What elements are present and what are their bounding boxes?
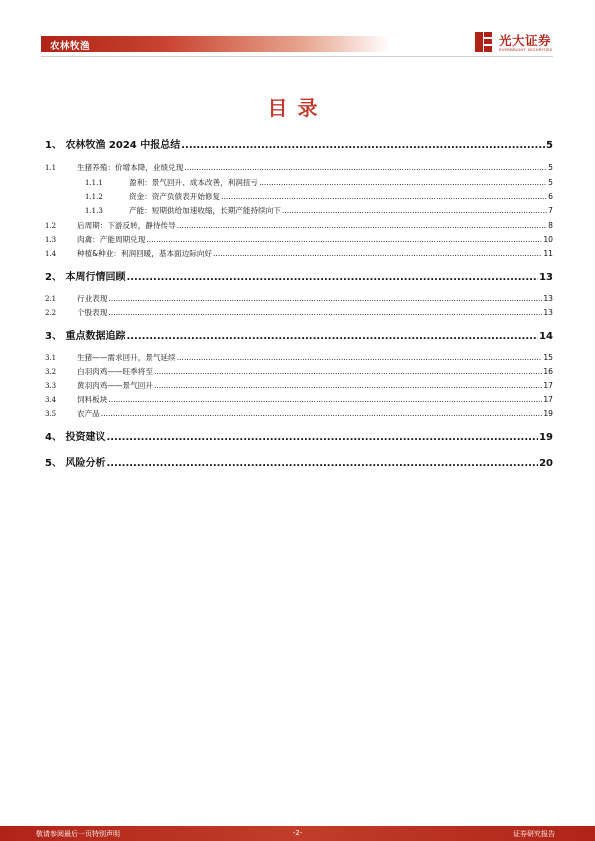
toc-entry-number: 3.2 xyxy=(45,368,57,376)
toc-entry-title: 1、 农林牧渔 2024 中报总结 xyxy=(45,140,181,151)
toc-entry-page: 19 xyxy=(539,432,553,443)
toc-entry-number: 1.1.2 xyxy=(85,193,103,201)
toc-entry-level3[interactable] xyxy=(45,205,553,216)
toc-entry-title: 生猪养殖：价增本降，业绩兑现 xyxy=(77,163,184,172)
toc-entry-level2[interactable] xyxy=(45,234,553,245)
toc-entry-number: 3.1 xyxy=(45,354,57,362)
toc-dot-leader xyxy=(108,395,542,404)
page-title: 目录 xyxy=(267,96,328,120)
toc-dot-leader xyxy=(126,272,538,283)
toc-entry-level2[interactable] xyxy=(45,162,553,173)
page-number: -2- xyxy=(292,829,303,837)
logo-mark-icon xyxy=(474,31,494,53)
toc-entry-page: 7 xyxy=(548,206,553,215)
toc-entry-title: 盈利：景气回升、成本改善，利润扭亏 xyxy=(129,178,259,187)
toc-dot-leader xyxy=(181,140,545,151)
toc-entry-number: 1.1 xyxy=(45,164,57,172)
toc-entry-number: 2.1 xyxy=(45,295,57,303)
toc-entry-page: 15 xyxy=(543,353,553,362)
toc-dot-leader xyxy=(106,432,538,443)
toc-entry-page: 5 xyxy=(546,140,553,151)
toc-entry-page: 17 xyxy=(543,395,553,404)
toc-entry-number: 3.5 xyxy=(45,410,57,418)
toc-entry-number: 1.1.1 xyxy=(85,179,103,187)
toc-entry-number: 1.4 xyxy=(45,250,57,258)
toc-entry-title: 黄羽肉鸡——景气回升 xyxy=(77,381,153,390)
toc-dot-leader xyxy=(184,163,547,172)
toc-dot-leader xyxy=(154,367,542,376)
toc-entry-title: 个股表现 xyxy=(77,308,108,317)
toc-entry-page: 16 xyxy=(543,367,553,376)
toc-entry-level2[interactable] xyxy=(45,352,553,363)
toc-entry-title: 白羽肉鸡——旺季将至 xyxy=(77,367,153,376)
toc-entry-level2[interactable] xyxy=(45,380,553,391)
header-divider xyxy=(41,56,553,57)
toc-entry-title: 产能：短期供给加速收缩，长期产能持续向下 xyxy=(129,206,281,215)
toc-entry-level2[interactable] xyxy=(45,220,553,231)
toc-entry-title: 行业表现 xyxy=(77,294,108,303)
toc-entry-level3[interactable] xyxy=(45,177,553,188)
footer-disclaimer: 敬请参阅最后一页特别声明 xyxy=(36,830,120,838)
toc-entry-page: 5 xyxy=(548,163,553,172)
toc-entry-level2[interactable] xyxy=(45,366,553,377)
toc-entry-level1[interactable] xyxy=(45,428,553,443)
toc-entry-title: 资金：资产负债表开始修复 xyxy=(129,192,221,201)
section-label: 农林牧渔 xyxy=(50,41,91,52)
toc-entry-number: 1.3 xyxy=(45,236,57,244)
toc-entry-level2[interactable] xyxy=(45,408,553,419)
toc-entry-level2[interactable] xyxy=(45,248,553,259)
toc-entry-level2[interactable] xyxy=(45,307,553,318)
toc-dot-leader xyxy=(146,235,542,244)
toc-entry-page: 8 xyxy=(548,221,553,230)
toc-entry-level1[interactable] xyxy=(45,327,553,342)
toc-entry-number: 1.2 xyxy=(45,222,57,230)
toc-entry-page: 11 xyxy=(543,249,553,258)
toc-dot-leader xyxy=(108,294,542,303)
toc-entry-page: 19 xyxy=(543,409,553,418)
toc-entry-number: 3.4 xyxy=(45,396,57,404)
toc-entry-title: 饲料板块 xyxy=(77,395,108,404)
toc-entry-page: 17 xyxy=(543,381,553,390)
toc-dot-leader xyxy=(106,458,538,469)
header-band xyxy=(41,36,391,52)
toc-entry-title: 2、 本周行情回顾 xyxy=(45,272,126,283)
logo-text-en: EVERBRIGHT SECURITIES xyxy=(499,47,553,52)
toc-entry-title: 3、 重点数据追踪 xyxy=(45,331,126,342)
toc-entry-number: 3.3 xyxy=(45,382,57,390)
toc-entry-page: 5 xyxy=(548,178,553,187)
toc-entry-title: 农产品 xyxy=(77,409,100,418)
toc-entry-page: 14 xyxy=(539,331,553,342)
toc-entry-title: 后周期：下游反转，静待传导 xyxy=(77,221,176,230)
toc-dot-leader xyxy=(101,409,543,418)
toc-dot-leader xyxy=(213,249,542,258)
toc-dot-leader xyxy=(177,353,543,362)
toc-entry-level1[interactable] xyxy=(45,268,553,283)
toc-entry-level2[interactable] xyxy=(45,394,553,405)
toc-dot-leader xyxy=(154,381,542,390)
toc-entry-page: 13 xyxy=(543,294,553,303)
toc-dot-leader xyxy=(221,192,547,201)
toc-dot-leader xyxy=(259,178,547,187)
toc-entry-level1[interactable] xyxy=(45,454,553,469)
toc-dot-leader xyxy=(177,221,547,230)
toc-entry-number: 1.1.3 xyxy=(85,207,103,215)
toc-entry-page: 13 xyxy=(539,272,553,283)
footer-report-type: 证券研究报告 xyxy=(513,830,555,838)
logo-text-cn: 光大证券 xyxy=(499,33,552,48)
toc-entry-title: 肉禽：产能周期兑现 xyxy=(77,235,146,244)
toc-entry-page: 20 xyxy=(539,458,553,469)
toc-entry-title: 生猪——需求回升，景气延续 xyxy=(77,353,176,362)
toc-entry-page: 6 xyxy=(548,192,553,201)
toc-dot-leader xyxy=(126,331,538,342)
toc-dot-leader xyxy=(282,206,547,215)
toc-entry-number: 2.2 xyxy=(45,309,57,317)
company-logo xyxy=(474,31,558,53)
toc-entry-page: 13 xyxy=(543,308,553,317)
toc-entry-level3[interactable] xyxy=(45,191,553,202)
toc-entry-page: 10 xyxy=(543,235,553,244)
toc-entry-level1[interactable] xyxy=(45,136,553,151)
toc-entry-title: 种植&种业：利润回暖，基本面边际向好 xyxy=(77,249,213,258)
toc-entry-title: 4、 投资建议 xyxy=(45,432,106,443)
toc-entry-title: 5、 风险分析 xyxy=(45,458,106,469)
toc-entry-level2[interactable] xyxy=(45,293,553,304)
toc-dot-leader xyxy=(108,308,542,317)
